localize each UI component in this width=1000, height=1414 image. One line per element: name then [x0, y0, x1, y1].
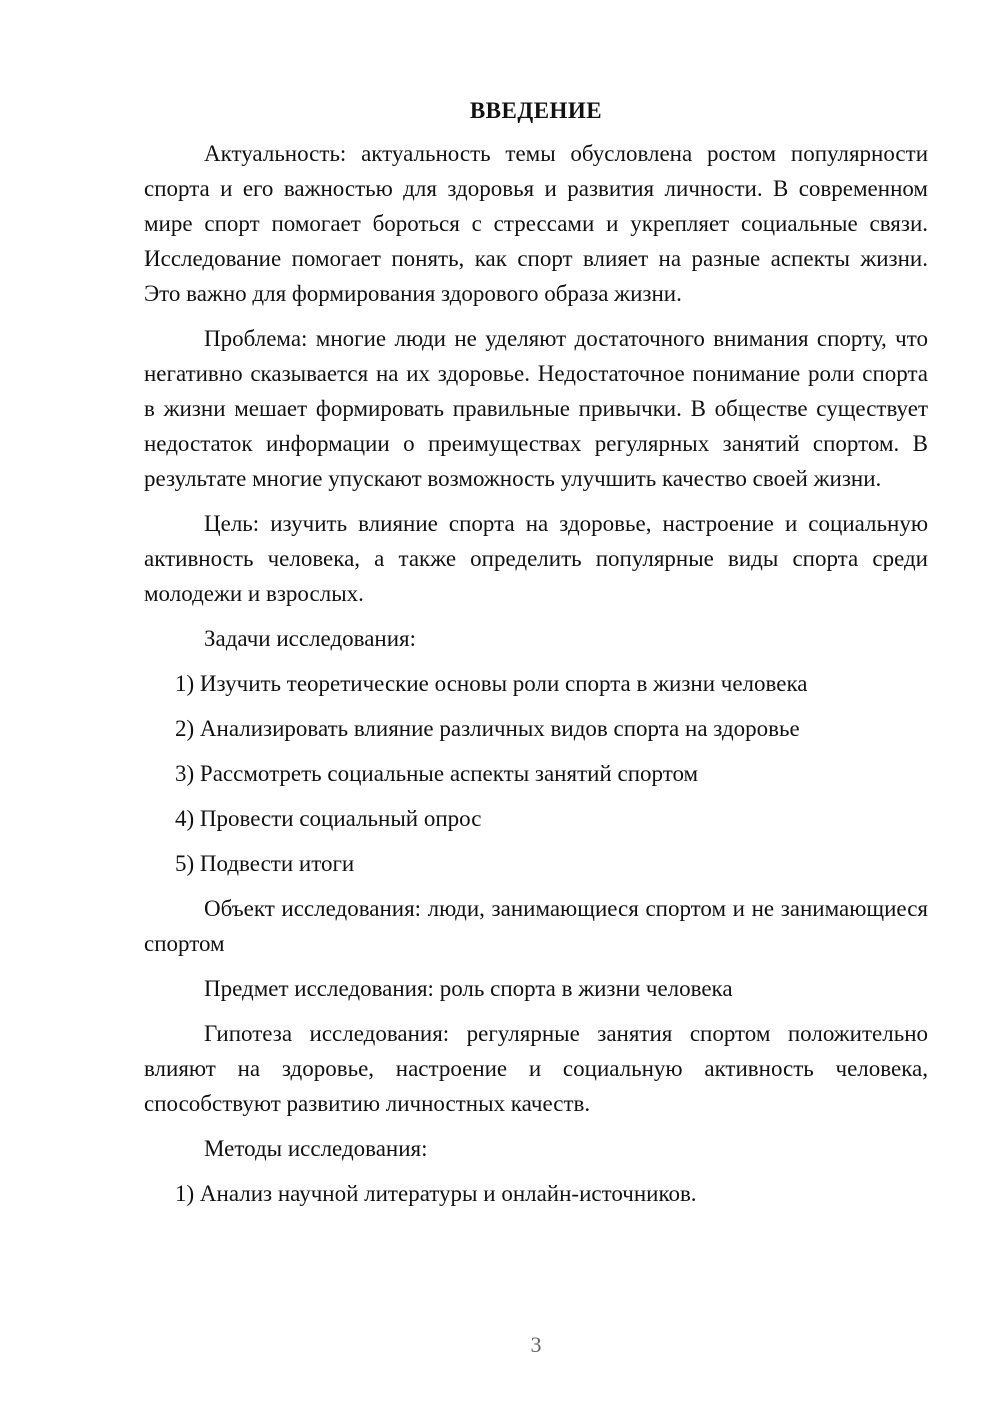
hypothesis-paragraph: Гипотеза исследования: регулярные занятия спортом положительно влияют на здоровье, настроение и социальную активность человека, способствуют развитию личностных качеств. — [144, 1021, 928, 1116]
methods-heading: Методы исследования: — [204, 1136, 428, 1161]
task-item-1: 1) Изучить теоретические основы роли спорта в жизни человека — [175, 671, 808, 696]
task-item-2: 2) Анализировать влияние различных видов спорта на здоровье — [175, 716, 800, 741]
tasks-heading: Задачи исследования: — [204, 626, 417, 651]
page-title: ВВЕДЕНИЕ — [469, 98, 603, 123]
problem-paragraph: Проблема: многие люди не уделяют достаточного внимания спорту, что негативно сказывается на их здоровье. Недостаточное понимание роли спорта в жизни мешает формировать правильные привычки. В обществе существует недостаток информации о преимуществах регулярных занятий спортом. В результате многие упускают возможность улучшить качество своей жизни. — [144, 326, 928, 491]
method-item-1: 1) Анализ научной литературы и онлайн-источников. — [175, 1181, 697, 1206]
page-number: 3 — [530, 1332, 542, 1357]
relevance-paragraph: Актуальность: актуальность темы обусловлена ростом популярности спорта и его важностью для здоровья и развития личности. В современном мире спорт помогает бороться с стрессами и укрепляет социальные связи. Исследование помогает понять, как спорт влияет на разные аспекты жизни. Это важно для формирования здорового образа жизни. — [144, 141, 928, 306]
task-item-4: 4) Провести социальный опрос — [175, 806, 482, 831]
subject-paragraph: Предмет исследования: роль спорта в жизни человека — [204, 976, 733, 1001]
task-item-3: 3) Рассмотреть социальные аспекты занятий спортом — [175, 761, 699, 786]
task-item-5: 5) Подвести итоги — [175, 851, 355, 876]
goal-paragraph: Цель: изучить влияние спорта на здоровье, настроение и социальную активность человека, а также определить популярные виды спорта среди молодежи и взрослых. — [144, 511, 928, 606]
object-paragraph: Объект исследования: люди, занимающиеся спортом и не занимающиеся спортом — [144, 896, 928, 956]
page-content — [144, 96, 928, 1221]
